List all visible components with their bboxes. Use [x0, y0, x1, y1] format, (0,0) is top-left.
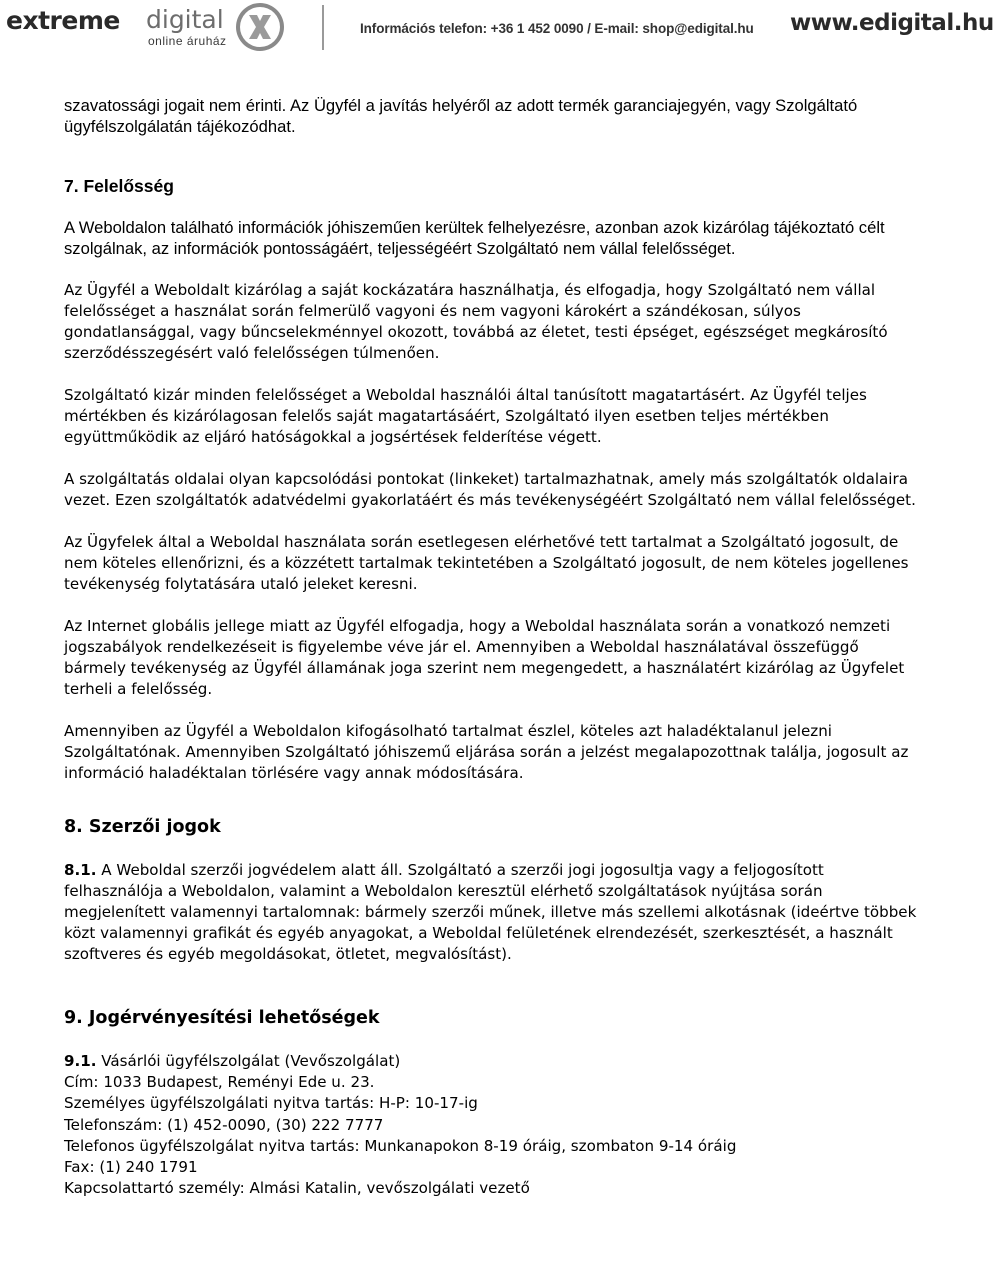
brand-subtitle: online áruház — [148, 34, 227, 48]
section-7-paragraph-7: Amennyiben az Ügyfél a Weboldalon kifogásolható tartalmat észlel, köteles azt haladéktalanul jelezni Szolgáltatónak. Amennyiben Szolgáltató jóhiszemű eljárása során a jelzést megalapozottnak találja, jogosult az információ haladéktalan törlésére vagy annak módosítására. — [64, 722, 909, 782]
contact-info: Információs telefon: +36 1 452 0090 / E-mail: shop@edigital.hu — [360, 21, 754, 36]
section-9-1-block — [64, 1051, 924, 1199]
site-url: www.edigital.hu — [790, 10, 994, 36]
section-8-1-paragraph — [64, 860, 924, 965]
section-9-1-heading — [64, 1051, 924, 1072]
section-7-paragraph-3: Szolgáltató kizár minden felelősséget a Weboldal használói által tanúsított magatartásért. Az Ügyfél teljes mértékben és kizárólagosan felelős saját magatartásáért, Szolgáltató ilyen esetben teljes mértékben együttműködik az eljáró hatóságokkal a jogsértések felderítése végett. — [64, 386, 867, 446]
section-7-paragraph-1: A Weboldalon található információk jóhiszeműen kerültek felhelyezésre, azonban azok kizárólag tájékoztató célt szolgálnak, az információk pontosságáért, teljességéért Szolgáltató nem vállal felelősséget. — [64, 218, 885, 258]
contact-line: Telefonszám: (1) 452-0090, (30) 222 7777 — [64, 1115, 384, 1134]
contact-line: Fax: (1) 240 1791 — [64, 1158, 198, 1177]
section-9-title: 9. Jogérvényesítési lehetőségek — [64, 1008, 380, 1028]
contact-line: Személyes ügyfélszolgálati nyitva tartás: H-P: 10-17-ig — [64, 1094, 478, 1113]
section-7-title: 7. Felelősség — [64, 176, 174, 196]
section-9-1-number: 9.1. — [64, 1052, 97, 1070]
page-header — [0, 0, 994, 55]
brand-logo-digital: digital — [146, 5, 224, 34]
section-7-paragraph-5: Az Ügyfelek által a Weboldal használata során esetlegesen elérhetővé tett tartalmat a Szolgáltató jogosult, de nem köteles ellenőrizni, és a közzétett tartalmak tekintetében a Szolgáltató jogosult, de nem köteles jogellenes tevékenység folytatására utaló jeleket keresni. — [64, 533, 909, 593]
contact-line: Cím: 1033 Budapest, Reményi Ede u. 23. — [64, 1073, 375, 1092]
header-divider — [322, 5, 324, 50]
section-8-1-number: 8.1. — [64, 861, 97, 879]
section-7-paragraph-4: A szolgáltatás oldalai olyan kapcsolódási pontokat (linkeket) tartalmazhatnak, amely más szolgáltatók oldalaira vezet. Ezen szolgáltatók adatvédelmi gyakorlatáért és más tevékenységéért Szolgáltató nem vállal felelősséget. — [64, 470, 916, 509]
document-body — [64, 95, 924, 1199]
section-8-title: 8. Szerzői jogok — [64, 817, 221, 837]
contact-line: Telefonos ügyfélszolgálat nyitva tartás: Munkanapokon 8-19 óráig, szombaton 9-14 óráig — [64, 1136, 737, 1155]
section-9-1-text: Vásárlói ügyfélszolgálat (Vevőszolgálat) — [96, 1052, 401, 1070]
x-logo-icon — [235, 2, 285, 52]
contact-line: Kapcsolattartó személy: Almási Katalin, vevőszolgálati vezető — [64, 1179, 530, 1198]
section-8-1-text: A Weboldal szerzői jogvédelem alatt áll. Szolgáltató a szerzői jogi jogosultja vagy a feljogosított felhasználója a Weboldalon, valamint a Weboldalon keresztül elérhető szolgáltatások nyújtása során megjelenített valamennyi tartalomnak: bármely szerzői műnek, illetve más szellemi alkotásnak (ideértve többek közt valamennyi grafikát és egyéb anyagokat, a Weboldal felületének elrendezését, szerkesztését, a használt szoftveres és egyéb megoldásokat, ötletet, megvalósítást). — [64, 861, 917, 963]
intro-paragraph: szavatossági jogait nem érinti. Az Ügyfél a javítás helyéről az adott termék garanciajegyén, vagy Szolgáltató ügyfélszolgálatán tájékozódhat. — [64, 96, 858, 136]
section-7-paragraph-2: Az Ügyfél a Weboldalt kizárólag a saját kockázatára használhatja, és elfogadja, hogy Szolgáltató nem vállal felelősséget a használat során felmerülő vagyoni és nem vagyoni károkért a szándékosan, súlyos gondatlansággal, vagy bűncselekménnyel okozott, továbbá az életet, testi épséget, egészséget megkárosító szerződésszegésért való felelősségen túlmenően. — [64, 281, 888, 362]
brand-logo-text: extreme — [6, 6, 120, 35]
section-7-paragraph-6: Az Internet globális jellege miatt az Ügyfél elfogadja, hogy a Weboldal használata során a vonatkozó nemzeti jogszabályok rendelkezéseit is figyelembe véve jár el. Amennyiben a Weboldal használatával összefüggő bármely tevékenység az Ügyfél államának joga szerint nem megengedett, a használatért kizárólag az Ügyfelet terheli a felelősség. — [64, 617, 905, 698]
